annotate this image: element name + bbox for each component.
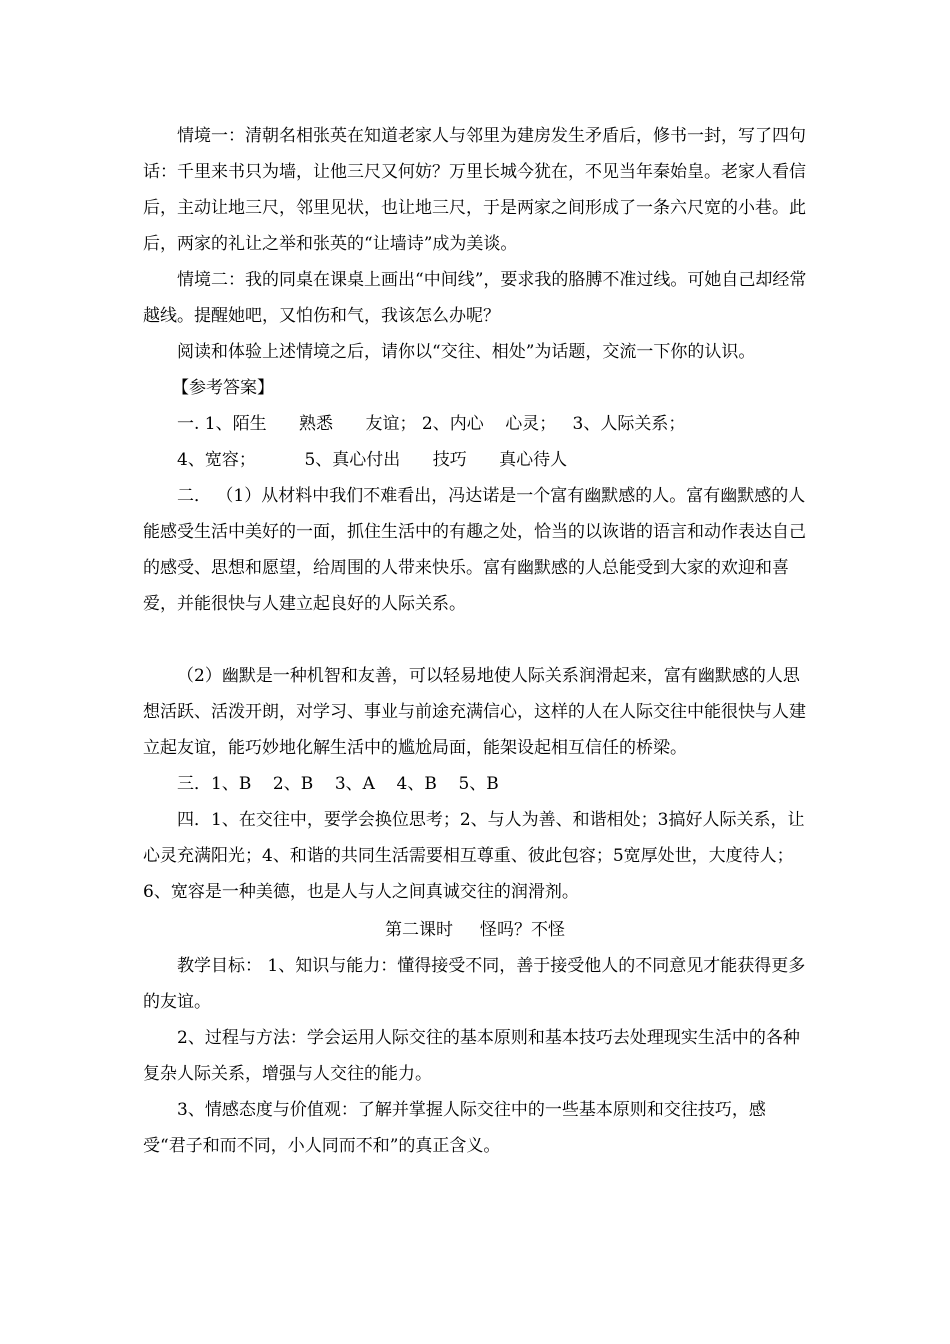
answer-section-two-part-2: （2）幽默是一种机智和友善，可以轻易地使人际关系润滑起来，富有幽默感的人思想活跃、活泼开朗，对学习、事业与前途充满信心，这样的人在人际交往中能很快与人建立起友谊，能巧妙地化解生活中的尴尬局面，能架设起相互信任的桥梁。 xyxy=(143,666,806,758)
answer-section-one-line-1: 一. 1、陌生 熟悉 友谊； 2、内心 心灵； 3、人际关系； xyxy=(177,414,686,434)
paragraph-scenario-two: 情境二：我的同桌在课桌上画出“中间线”，要求我的胳膊不准过线。可她自己却经常越线。提醒她吧，又怕伤和气，我该怎么办呢？ xyxy=(143,270,807,326)
lesson-two-title: 第二课时 怪吗？不怪 xyxy=(384,920,566,940)
answer-section-four: 四．1、在交往中，要学会换位思考；2、与人为善、和谐相处；3搞好人际关系，让心灵充满阳光；4、和谐的共同生活需要相互尊重、彼此包容；5宽厚处世，大度待人；6、宽容是一种美德，也是人与人之间真诚交往的润滑剂。 xyxy=(143,810,805,902)
answer-section-one-line-2: 4、宽容； 5、真心付出 技巧 真心待人 xyxy=(177,450,568,470)
teaching-objective-knowledge: 教学目标： 1、知识与能力：懂得接受不同，善于接受他人的不同意见才能获得更多的友谊。 xyxy=(143,956,806,1012)
paragraph-scenario-one: 情境一：清朝名相张英在知道老家人与邻里为建房发生矛盾后，修书一封，写了四句话：千里来书只为墙，让他三尺又何妨？万里长城今犹在，不见当年秦始皇。老家人看信后，主动让地三尺，邻里见状，也让地三尺，于是两家之间形成了一条六尺宽的小巷。此后，两家的礼让之举和张英的“让墙诗”成为美谈。 xyxy=(143,126,806,254)
teaching-objective-values: 3、情感态度与价值观：了解并掌握人际交往中的一些基本原则和交往技巧，感受“君子和而不同，小人同而不和”的真正含义。 xyxy=(143,1100,766,1156)
answer-section-three: 三．1、B 2、B 3、A 4、B 5、B xyxy=(177,774,499,794)
teaching-objective-process: 2、过程与方法：学会运用人际交往的基本原则和基本技巧去处理现实生活中的各种复杂人际关系，增强与人交往的能力。 xyxy=(143,1028,800,1084)
answer-section-two-part-1: 二． （1）从材料中我们不难看出，冯达诺是一个富有幽默感的人。富有幽默感的人能感受生活中美好的一面，抓住生活中的有趣之处，恰当的以诙谐的语言和动作表达自己的感受、思想和愿望，给周围的人带来快乐。富有幽默感的人总能受到大家的欢迎和喜爱，并能很快与人建立起良好的人际关系。 xyxy=(143,486,806,614)
paragraph-discussion-prompt: 阅读和体验上述情境之后，请你以“交往、相处”为话题，交流一下你的认识。 xyxy=(177,342,756,362)
reference-answer-heading: 【参考答案】 xyxy=(172,378,274,398)
